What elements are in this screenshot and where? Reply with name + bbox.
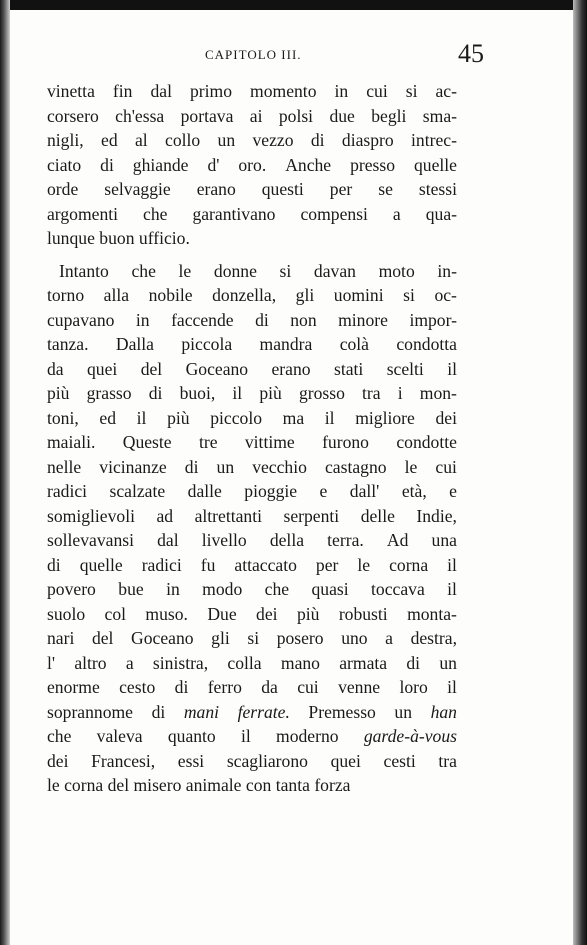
text-line: maiali. Queste tre vittime furono condotte <box>47 432 457 452</box>
paragraph <box>47 259 457 798</box>
text-line: corsero ch'essa portava ai polsi due begli sma- <box>47 105 457 126</box>
text-line: che valeva quanto il moderno garde-à-vous <box>47 726 457 746</box>
running-head: CAPITOLO III. <box>205 47 302 62</box>
text-line: dei Francesi, essi scagliarono quei cesti tra <box>47 750 457 771</box>
text-line: nelle vicinanze di un vecchio castagno le cui <box>47 456 457 477</box>
body-text <box>47 79 457 798</box>
text-line: Intanto che le donne si davan moto in- <box>59 260 457 281</box>
text-line: suolo col muso. Due dei più robusti monta- <box>47 603 457 624</box>
scan-left-edge <box>0 0 10 945</box>
text-line: le corna del misero animale con tanta forza <box>47 775 351 795</box>
text-line: tanza. Dalla piccola mandra colà condotta <box>47 334 457 354</box>
text-line: enorme cesto di ferro da cui venne loro il <box>47 677 457 697</box>
book-page <box>10 10 573 945</box>
text-line: nari del Goceano gli si posero uno a destra, <box>47 628 457 648</box>
text-line: lunque buon ufficio. <box>47 228 190 248</box>
text-line: nigli, ed al collo un vezzo di diaspro intrec- <box>47 130 457 150</box>
scan-right-edge <box>573 0 587 945</box>
text-line: vinetta fin dal primo momento in cui si ac- <box>47 81 457 101</box>
text-line: povero bue in modo che quasi toccava il <box>47 579 457 599</box>
text-line: l' altro a sinistra, colla mano armata di un <box>47 652 457 673</box>
paragraph <box>47 79 457 251</box>
text-line: torno alla nobile donzella, gli uomini si oc- <box>47 285 457 305</box>
text-line: ciato di ghiande d' oro. Anche presso quelle <box>47 154 457 175</box>
text-line: argomenti che garantivano compensi a qua- <box>47 203 457 224</box>
text-line: di quelle radici fu attaccato per le corna il <box>47 554 457 575</box>
scan-top-edge <box>0 0 587 10</box>
text-line: somiglievoli ad altrettanti serpenti delle Indie, <box>47 505 457 526</box>
page-number: 45 <box>458 39 484 68</box>
text-line: toni, ed il più piccolo ma il migliore dei <box>47 407 457 428</box>
text-line: cupavano in faccende di non minore impor- <box>47 309 457 330</box>
paragraph-gap <box>47 251 457 259</box>
text-line: radici scalzate dalle pioggie e dall' età, e <box>47 481 457 501</box>
text-line: orde selvaggie erano questi per se stessi <box>47 179 457 199</box>
text-line: soprannome di mani ferrate. Premesso un han <box>47 701 457 722</box>
text-line: più grasso di buoi, il più grosso tra i mon- <box>47 383 457 403</box>
text-line: da quei del Goceano erano stati scelti il <box>47 358 457 379</box>
text-line: sollevavansi dal livello della terra. Ad una <box>47 530 457 550</box>
